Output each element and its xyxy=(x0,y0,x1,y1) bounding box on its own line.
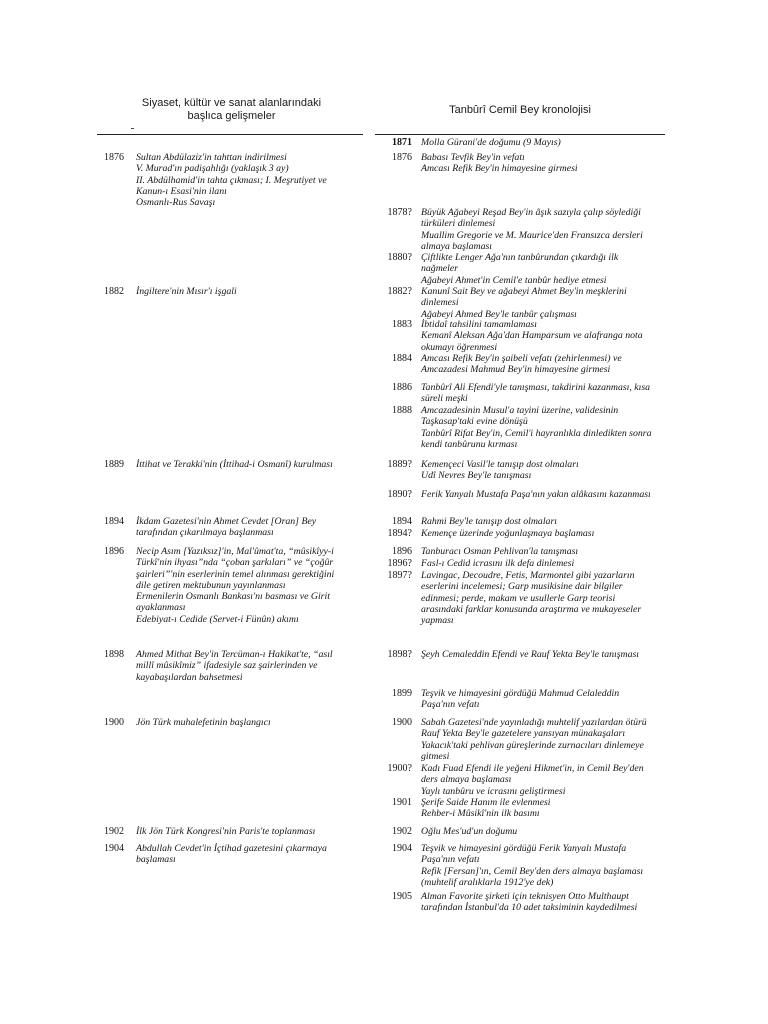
right-entry-line: Muallim Gregorie ve M. Maurice'den Fransızca dersleri xyxy=(421,229,643,241)
left-entry-line: Ahmed Mithat Bey'in Tercüman-ı Hakikat'te, “asıl xyxy=(136,649,333,660)
right-entry xyxy=(0,252,768,286)
left-title-line-1: Siyaset, kültür ve sanat alanlarındaki xyxy=(141,97,322,109)
right-entry-line: Kemençeci Vasil'le tanışıp dost olmaları xyxy=(421,459,579,470)
left-entry-line: Jön Türk muhalefetinin başlangıcı xyxy=(136,717,271,728)
right-entry-text xyxy=(421,891,637,914)
right-entry-year: 1898? xyxy=(387,649,412,660)
right-entry-text xyxy=(421,688,619,711)
right-entry-line: almaya başlaması xyxy=(421,240,493,252)
right-entry-line: Rehber-i Mûsikî'nin ilk basımı xyxy=(421,808,540,820)
right-entry-line: Ağabeyi Ahmet'in Cemil'e tanbûr hediye etmesi xyxy=(421,274,607,286)
right-entry-line: Büyük Ağabeyi Reşad Bey'in âşık sazıyla çalıp söylediği xyxy=(421,207,641,218)
left-entry-line: kayabaşılardan bahsetmesi xyxy=(136,671,243,683)
right-entry-text xyxy=(421,826,517,837)
left-entry-year: 1904 xyxy=(104,843,124,854)
right-entry-line: dinlemesi xyxy=(421,297,459,309)
right-entry-text xyxy=(421,546,578,557)
right-entry-line: Kemanî Aleksan Ağa'dan Hamparsum ve alafranga nota xyxy=(421,330,643,342)
right-entry-line: Paşa'nın vefatı xyxy=(421,699,480,711)
right-entry-line: türküleri dinlemesi xyxy=(421,218,496,230)
right-entry-year: 1883 xyxy=(392,319,412,330)
right-entry-line: Tanbûrî Ali Efendi'yle tanışması, takdirini kazanması, kısa xyxy=(421,382,651,393)
right-entry-text xyxy=(421,528,594,539)
right-entry-text xyxy=(421,405,652,450)
right-entry-year: 1900? xyxy=(387,763,412,774)
right-entry-line: Kanunî Sait Bey ve ağabeyi Ahmet Bey'in meşklerini xyxy=(421,286,627,297)
right-column-title: Tanbûrî Cemil Bey kronolojisi xyxy=(449,104,591,116)
right-entry-line: Kemençe üzerinde yoğunlaşmaya başlaması xyxy=(421,528,595,539)
right-entry-year: 1894? xyxy=(387,528,412,539)
right-entry-text xyxy=(421,252,618,286)
right-entry-line: eserlerini incelemesi; Garp musikisine dair bilgiler xyxy=(421,581,623,593)
right-entry xyxy=(0,207,768,252)
left-entry-year: 1896 xyxy=(104,546,124,557)
right-entry-year: 1899 xyxy=(392,688,412,699)
left-entry-line: başlaması xyxy=(136,854,176,866)
right-entry-line: Amcası Refik Bey'in himayesine girmesi xyxy=(421,163,578,175)
right-entry-text xyxy=(421,570,641,626)
right-entry-year: 1897? xyxy=(387,570,412,581)
right-entry xyxy=(0,353,768,376)
right-entry-line: Udî Nevres Bey'le tanışması xyxy=(421,470,532,482)
right-entry-text xyxy=(421,459,579,482)
right-entry-line: okumayı öğrenmesi xyxy=(421,341,498,353)
left-entry-line: İkdam Gazetesi'nin Ahmet Cevdet [Oran] Bey xyxy=(136,516,317,527)
right-entry-year: 1896 xyxy=(392,546,412,557)
right-entry-line: Teşvik ve himayesini gördüğü Ferik Yanyalı Mustafa xyxy=(421,843,627,854)
right-entry-line: Ağabeyi Ahmed Bey'le tanbûr çalışması xyxy=(421,308,577,320)
right-entry-year: 1886 xyxy=(392,382,412,393)
right-entry-line: Tanburacı Osman Pehlivan'la tanışması xyxy=(421,546,579,557)
right-entry xyxy=(0,688,768,711)
right-entry-line: Rauf Yekta Bey'le gazetelere yansıyan münakaşaları xyxy=(421,728,626,740)
right-entry-text xyxy=(421,207,643,252)
right-entry-line: Çiftlikte Lenger Ağa'nın tanbûrundan çıkardığı ilk xyxy=(421,252,619,263)
left-entry-year: 1894 xyxy=(104,516,124,527)
left-entry-year: 1900 xyxy=(104,717,124,728)
right-entry-text xyxy=(421,649,639,660)
right-entry-line: kendi tanbûrunu kırması xyxy=(421,438,518,450)
right-entry-text xyxy=(421,319,643,353)
right-entry-line: Babası Tevfik Bey'in vefatı xyxy=(421,152,525,163)
left-entry-line: Ermenilerin Osmanlı Bankası'nı basması ve Girit xyxy=(136,591,330,603)
right-entry-text xyxy=(421,516,557,527)
right-entry xyxy=(0,763,768,797)
right-entry-text xyxy=(421,353,622,376)
right-entry-line: (muhtelif aralıklarla 1912'ye dek) xyxy=(421,876,554,888)
right-entry-line: nağmeler xyxy=(421,263,459,275)
right-entry-line: Yakacık'taki pehlivan güreşlerinde zurnacıları dinlemeye xyxy=(421,739,644,751)
right-entry-year: 1905 xyxy=(392,891,412,902)
right-entry-line: Rahmi Bey'le tanışıp dost olmaları xyxy=(421,516,557,527)
left-title-line-2: başlıca gelişmeler xyxy=(187,110,276,122)
right-entry-line: Yaylı tanbûru ve icrasını geliştirmesi xyxy=(421,785,566,797)
right-entry-text xyxy=(421,137,561,148)
right-entry-year: 1871 xyxy=(392,137,412,148)
left-entry-year: 1898 xyxy=(104,649,124,660)
right-entry-year: 1901 xyxy=(392,797,412,808)
right-entry-line: Sabah Gazetesi'nde yayınladığı muhtelif yazılardan ötürü xyxy=(421,717,647,728)
left-entry-line: İngiltere'nin Mısır'ı işgali xyxy=(136,286,237,297)
right-entry-text xyxy=(421,763,644,797)
right-entry xyxy=(0,319,768,353)
left-entry-line: şairleri”'nin eserlerinin temel alınması gerektiğini xyxy=(136,568,335,580)
right-entry-line: süreli meşki xyxy=(421,393,468,405)
right-entry-line: tarafından İstanbul'da 10 adet taksiminin kaydedilmesi xyxy=(421,902,638,914)
right-entry xyxy=(0,382,768,405)
right-entry-text xyxy=(421,286,627,320)
right-entry-line: Molla Gürani'de doğumu (9 Mayıs) xyxy=(421,137,561,148)
right-entry-line: Tanbûrî Rifat Bey'in, Cemil'i hayranlıkla dinledikten sonra xyxy=(421,427,652,439)
right-entry-text xyxy=(421,558,574,569)
right-entry-text xyxy=(421,382,650,405)
right-entry-line: Amcası Refik Bey'in şaibeli vefatı (zehirlenmesi) ve xyxy=(421,353,622,364)
right-entry-line: Teşvik ve himayesini gördüğü Mahmud Celaleddin xyxy=(421,688,620,699)
left-entry-line: Necip Asım [Yazıksız]'in, Mal'ûmat'ta, “mûsikîyy-i xyxy=(136,546,334,557)
right-entry-year: 1882? xyxy=(387,286,412,297)
right-entry-line: Amcazadesi Mahmud Bey'in himayesine girmesi xyxy=(421,364,611,376)
right-entry-year: 1889? xyxy=(387,459,412,470)
right-entry-line: Kadı Fuad Efendi ile yeğeni Hikmet'in, in Cemil Bey'den xyxy=(421,763,644,774)
left-entry-year: 1889 xyxy=(104,459,124,470)
left-entry-year: 1882 xyxy=(104,286,124,297)
right-entry-year: 1876 xyxy=(392,152,412,163)
left-entry-line: II. Abdülhamid'in tahta çıkması; I. Meşrutiyet ve xyxy=(136,174,327,186)
right-entry-year: 1880? xyxy=(387,252,412,263)
right-entry-text xyxy=(421,717,647,762)
right-entry xyxy=(0,137,768,148)
left-entry-year: 1902 xyxy=(104,826,124,837)
right-entry-line: arasındaki farklar konusunda araştırma ve mukayeseler xyxy=(421,603,642,615)
left-entry-line: Sultan Abdülaziz'in tahttan indirilmesi xyxy=(136,152,287,163)
left-entry-line: İlk Jön Türk Kongresi'nin Paris'te toplanması xyxy=(136,826,316,837)
right-entry-line: Şerife Saide Hanım ile evlenmesi xyxy=(421,797,551,808)
right-entry-line: Paşa'nın vefatı xyxy=(421,854,480,866)
right-entry-line: Amcazadesinin Musul'a tayini üzerine, validesinin xyxy=(421,405,619,416)
right-entry-year: 1900 xyxy=(392,717,412,728)
right-entry-line: Oğlu Mes'ud'un doğumu xyxy=(421,826,518,837)
right-entry-text xyxy=(421,797,551,820)
right-entry xyxy=(0,489,768,500)
right-entry-text xyxy=(421,152,578,175)
right-entry-line: edinmesi; perde, makam ve usullerle Garp teorisi xyxy=(421,592,616,604)
left-entry-line: Türkî'nin ihyası”nda “çoban şarkıları” ve “çoğûr xyxy=(136,557,334,569)
right-entry-year: 1888 xyxy=(392,405,412,416)
right-entry-year: 1896? xyxy=(387,558,412,569)
left-entry-line: Osmanlı-Rus Savaşı xyxy=(136,197,216,209)
right-entry-line: İbtidaî tahsilini tamamlaması xyxy=(421,319,537,330)
right-entry-line: Fasl-ı Cedid icrasını ilk defa dinlemesi xyxy=(421,558,575,569)
right-entry-text xyxy=(421,843,643,888)
left-entry-line: millî mûsikîmiz” ifadesiyle saz şairlerinden ve xyxy=(136,660,318,672)
right-entry-line: Taşkasap'taki evine dönüşü xyxy=(421,416,528,428)
left-entry-line: Abdullah Cevdet'in İçtihad gazetesini çıkarmaya xyxy=(136,843,327,854)
right-entry-line: Refik [Fersan]'ın, Cemil Bey'den ders almaya başlaması xyxy=(421,865,644,877)
right-entry-line: Alman Favorite şirketi için teknisyen Otto Multhaupt xyxy=(421,891,629,902)
right-entry-year: 1878? xyxy=(387,207,412,218)
right-entry xyxy=(0,891,768,914)
right-entry-year: 1884 xyxy=(392,353,412,364)
left-entry-line: tarafından çıkarılmaya başlanması xyxy=(136,527,274,539)
right-entry-year: 1890? xyxy=(387,489,412,500)
right-entry-year: 1904 xyxy=(392,843,412,854)
left-entry-line: ayaklanması xyxy=(136,602,186,614)
right-entry-line: Lavingac, Decoudre, Fetis, Marmontel gibi yazarların xyxy=(421,570,635,581)
left-entry-line: Kanun-ı Esasi'nin ilanı xyxy=(136,185,227,197)
left-entry-year: 1876 xyxy=(104,152,124,163)
right-entry-line: Ferik Yanyalı Mustafa Paşa'nın yakın alâkasını kazanması xyxy=(421,489,651,500)
right-entry-line: gitmesi xyxy=(421,750,450,762)
right-entry-line: Şeyh Cemaleddin Efendi ve Rauf Yekta Bey'le tanışması xyxy=(421,649,640,660)
left-entry-line: İttihat ve Terakki'nin (İttihad-i Osmanî) kurulması xyxy=(136,459,333,470)
left-entry-line: V. Murad'ın padişahlığı (yaklaşık 3 ay) xyxy=(136,163,289,175)
right-entry-line: yapması xyxy=(421,615,454,627)
right-entry-text xyxy=(421,489,651,500)
left-entry-line: Edebiyat-ı Cedide (Servet-i Fünûn) akımı xyxy=(136,613,299,625)
right-entry-line: ders almaya başlaması xyxy=(421,774,512,786)
right-entry-year: 1894 xyxy=(392,516,412,527)
right-entry-year: 1902 xyxy=(392,826,412,837)
left-entry-line: dile getiren mektubunun yayınlanması xyxy=(136,579,286,591)
right-entry xyxy=(0,405,768,450)
right-entry xyxy=(0,797,768,820)
